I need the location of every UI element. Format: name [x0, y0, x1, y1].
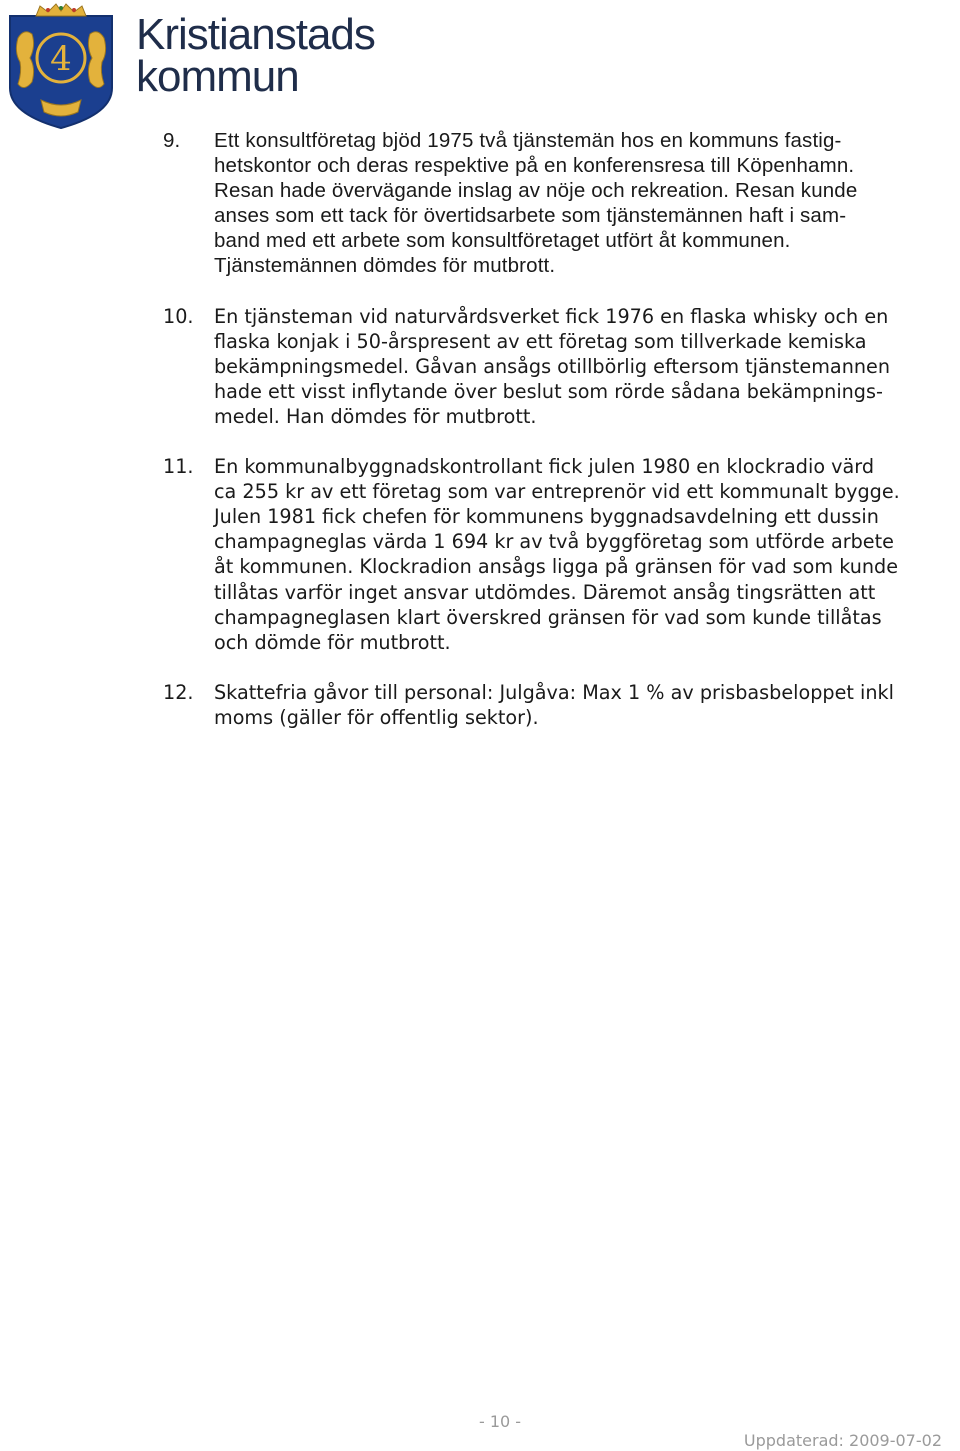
list-item-number: 11. — [163, 455, 194, 479]
document-body — [163, 128, 960, 755]
list-item-number: 10. — [163, 304, 194, 328]
updated-date: Uppdaterad: 2009-07-02 — [743, 1431, 942, 1450]
brand-wordmark — [136, 10, 375, 101]
list-item — [163, 128, 960, 279]
municipal-coat-of-arms-icon — [6, 2, 116, 130]
list-item — [163, 304, 960, 429]
brand-name-line1: Kristianstads — [136, 10, 375, 59]
list-item-number: 9. — [163, 129, 181, 152]
list-item — [163, 454, 960, 655]
list-item-text: En tjänsteman vid naturvårdsverket fick 1976 en flaska whisky och en flaska konjak i 50-årspresent av ett företag som tillverkade kemiska bekämpningsmedel. Gåvan ansågs otillbörlig eftersom tjänstemannen hade ett visst inflytande över beslut som rörde sådana bekämpnings- medel. Han dömdes för mutbrott. — [214, 304, 890, 428]
list-item-text: Skattefria gåvor till personal: Julgåva: Max 1 % av prisbasbeloppet inkl moms (gäller för offentlig sektor). — [214, 680, 894, 729]
page-header — [0, 0, 960, 130]
page-number: - 10 - — [478, 1412, 522, 1431]
list-item — [163, 680, 960, 730]
svg-text:4: 4 — [50, 39, 72, 79]
list-item-number: 12. — [163, 680, 194, 704]
brand-name-line2: kommun — [136, 52, 299, 101]
list-item-text: Ett konsultföretag bjöd 1975 två tjänstemän hos en kommuns fastig- hetskontor och deras respektive på en konferensresa till Köpenhamn. Resan hade övervägande inslag av nöje och rekreation. Resan kunde anses som ett tack för övertidsarbete som tjänstemännen haft i sam- band med ett arbete som konsultföretaget utfört åt kommunen. Tjänstemännen dömdes för mutbrott. — [214, 129, 858, 278]
list-item-text: En kommunalbyggnadskontrollant fick julen 1980 en klockradio värd ca 255 kr av ett företag som var entreprenör vid ett kommunalt bygge. Julen 1981 fick chefen för kommunens byggnadsavdelning ett dussin champagneglas värda 1 694 kr av två byggföretag som utförde arbete åt kommunen. Klockradion ansågs ligga på gränsen för vad som kunde tillåtas varför inget ansvar utdömdes. Däremot ansåg tingsrätten att champagneglasen klart överskred gränsen för vad som kunde tillåtas och dömde för mutbrott. — [214, 455, 900, 654]
